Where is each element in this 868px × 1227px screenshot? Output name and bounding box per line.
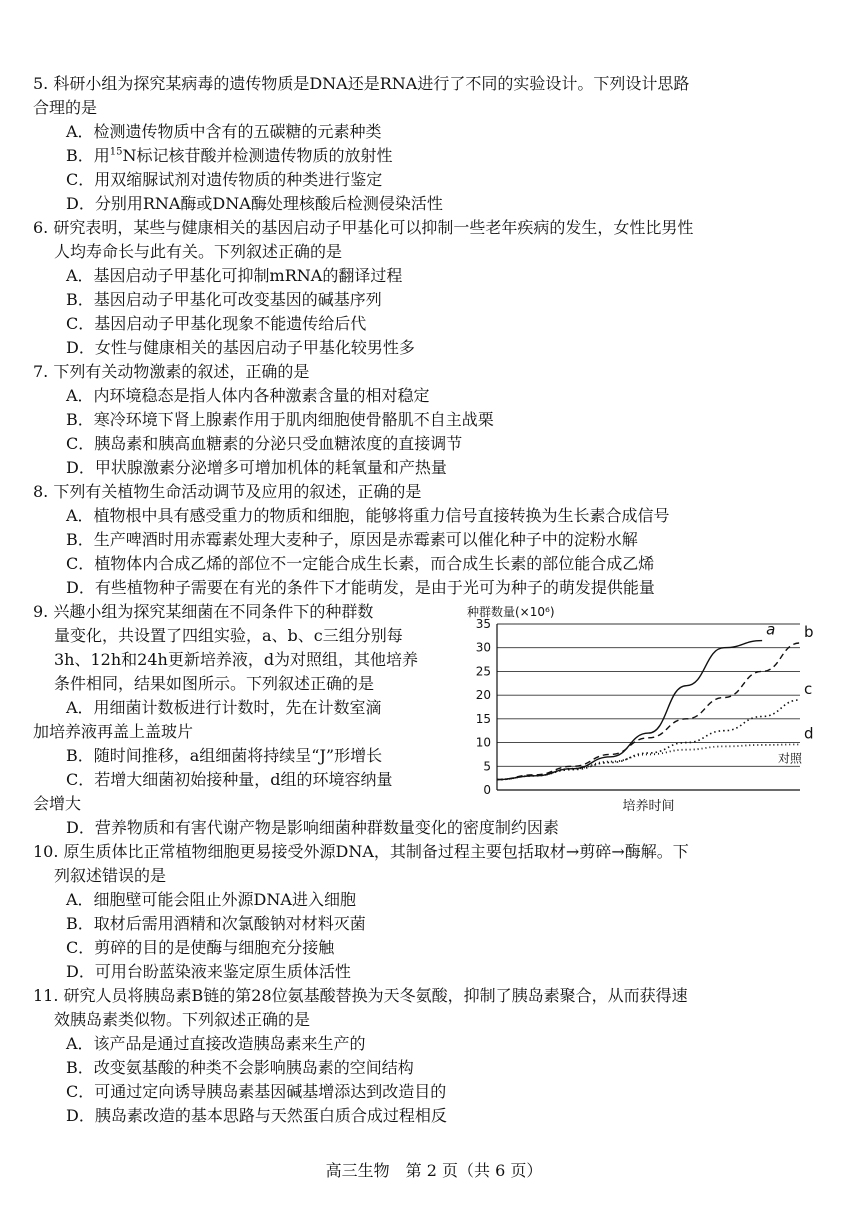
q11-option-b[interactable]: B．改变氨基酸的种类不会影响胰岛素的空间结构 xyxy=(66,1058,414,1077)
chart-yticks xyxy=(476,617,491,797)
chart-series xyxy=(497,641,800,780)
q5-option-b[interactable] xyxy=(66,144,818,168)
q9-stem-2: 量变化，共设置了四组实验，a、b、c三组分别每 xyxy=(54,626,403,645)
q10-option-c[interactable]: C．剪碎的目的是使酶与细胞充分接触 xyxy=(66,938,335,957)
q11-option-c[interactable]: C．可通过定向诱导胰岛素基因碱基增添达到改造目的 xyxy=(66,1082,447,1101)
q10-option-a[interactable]: A．细胞壁可能会阻止外源DNA进入细胞 xyxy=(66,890,356,909)
q10-option-b[interactable]: B．取材后需用酒精和次氯酸钠对材料灭菌 xyxy=(66,914,366,933)
q7-option-b[interactable]: B．寒冷环境下肾上腺素作用于肌肉细胞使骨骼肌不自主战栗 xyxy=(66,410,494,429)
q5-stem: 5. 科研小组为探究某病毒的遗传物质是DNA还是RNA进行了不同的实验设计。下列设计思路 xyxy=(33,74,690,93)
q9-option-a-cont: 加培养液再盖上盖玻片 xyxy=(33,722,194,741)
q7-option-d[interactable]: D．甲状腺激素分泌增多可增加机体的耗氧量和产热量 xyxy=(66,458,447,477)
q11-stem-cont: 效胰岛素类似物。下列叙述正确的是 xyxy=(54,1010,311,1029)
q10-stem-cont: 列叙述错误的是 xyxy=(54,866,167,885)
q6-option-a[interactable]: A．基因启动子甲基化可抑制mRNA的翻译过程 xyxy=(66,266,403,285)
q7-option-a[interactable]: A．内环境稳态是指人体内各种激素含量的相对稳定 xyxy=(66,386,430,405)
y-tick-label: 0 xyxy=(483,783,491,797)
q7-option-c[interactable]: C．胰岛素和胰高血糖素的分泌只受血糖浓度的直接调节 xyxy=(66,434,463,453)
q8-option-d[interactable]: D．有些植物种子需要在有光的条件下才能萌发，是由于光可为种子的萌发提供能量 xyxy=(66,578,655,597)
q9-option-c-cont: 会增大 xyxy=(33,794,82,813)
y-tick-label: 5 xyxy=(483,759,491,774)
series-label-b: b xyxy=(804,622,814,641)
y-tick-label: 35 xyxy=(475,617,491,631)
y-tick-label: 25 xyxy=(475,664,491,679)
q5-option-a[interactable]: A．检测遗传物质中含有的五碳糖的元素种类 xyxy=(66,122,382,141)
q11-option-a[interactable]: A．该产品是通过直接改造胰岛素来生产的 xyxy=(66,1034,366,1053)
q5-option-d[interactable]: D．分别用RNA酶或DNA酶处理核酸后检测侵染活性 xyxy=(66,194,443,213)
q9-option-b[interactable]: B．随时间推移，a组细菌将持续呈“J”形增长 xyxy=(66,746,383,765)
q9-option-c[interactable]: C．若增大细菌初始接种量，d组的环境容纳量 xyxy=(66,770,393,789)
q8-stem: 8. 下列有关植物生命活动调节及应用的叙述，正确的是 xyxy=(33,482,422,501)
series-label-d: d xyxy=(804,724,814,743)
q5-option-b-post: N标记核苷酸并检测遗传物质的放射性 xyxy=(122,146,393,165)
y-tick-label: 10 xyxy=(475,735,491,750)
y-tick-label: 15 xyxy=(475,711,491,726)
q9-stem-4: 条件相同，结果如图所示。下列叙述正确的是 xyxy=(54,674,375,693)
chart-series-labels xyxy=(766,621,813,743)
q5-option-b-sup: 15 xyxy=(109,146,123,158)
chart-ylabel: 种群数量(×10⁶) xyxy=(467,605,555,619)
q6-option-c[interactable]: C．基因启动子甲基化现象不能遗传给后代 xyxy=(66,314,367,333)
q9-stem-3: 3h、12h和24h更新培养液，d为对照组，其他培养 xyxy=(54,650,419,669)
y-tick-label: 20 xyxy=(475,688,491,703)
page-footer: 高三生物 第 2 页（共 6 页） xyxy=(325,1161,543,1180)
y-tick-label: 30 xyxy=(475,640,491,655)
chart-grid xyxy=(497,624,800,766)
q5-stem-cont: 合理的是 xyxy=(33,98,98,117)
q9-option-a[interactable]: A．用细菌计数板进行计数时，先在计数室滴 xyxy=(66,698,382,717)
q10-stem: 10. 原生质体比正常植物细胞更易接受外源DNA，其制备过程主要包括取材→剪碎→酶解。下 xyxy=(33,842,689,861)
q5-option-c[interactable]: C．用双缩脲试剂对遗传物质的种类进行鉴定 xyxy=(66,170,383,189)
q5-option-b-pre: B．用 xyxy=(66,146,110,165)
q11-stem: 11. 研究人员将胰岛素B链的第28位氨基酸替换为天冬氨酸，抑制了胰岛素聚合，从而获得速 xyxy=(33,986,688,1005)
q7-stem: 7. 下列有关动物激素的叙述，正确的是 xyxy=(33,362,310,381)
series-label-a: a xyxy=(766,620,776,639)
q8-option-b[interactable]: B．生产啤酒时用赤霉素处理大麦种子，原因是赤霉素可以催化种子中的淀粉水解 xyxy=(66,530,638,549)
q10-option-d[interactable]: D．可用台盼蓝染液来鉴定原生质体活性 xyxy=(66,962,351,981)
q8-option-a[interactable]: A．植物根中具有感受重力的物质和细胞，能够将重力信号直接转换为生长素合成信号 xyxy=(66,506,670,525)
population-chart xyxy=(455,604,815,814)
q6-option-b[interactable]: B．基因启动子甲基化可改变基因的碱基序列 xyxy=(66,290,382,309)
q6-stem: 6. 研究表明，某些与健康相关的基因启动子甲基化可以抑制一些老年疾病的发生，女性比男性 xyxy=(33,218,694,237)
chart-xlabel: 培养时间 xyxy=(622,799,675,814)
q11-option-d[interactable]: D．胰岛素改造的基本思路与天然蛋白质合成过程相反 xyxy=(66,1106,447,1125)
series-line-b xyxy=(497,643,800,780)
q8-option-c[interactable]: C．植物体内合成乙烯的部位不一定能合成生长素，而合成生长素的部位能合成乙烯 xyxy=(66,554,655,573)
series-line-a xyxy=(497,641,762,780)
q6-option-d[interactable]: D．女性与健康相关的基因启动子甲基化较男性多 xyxy=(66,338,415,357)
series-line-c xyxy=(497,700,800,780)
q9-stem: 9. 兴趣小组为探究某细菌在不同条件下的种群数 xyxy=(33,602,374,621)
q9-option-d[interactable]: D．营养物质和有害代谢产物是影响细菌种群数量变化的密度制约因素 xyxy=(66,818,559,837)
chart-annotation: 对照 xyxy=(778,751,803,766)
q6-stem-cont: 人均寿命长与此有关。下列叙述正确的是 xyxy=(54,242,343,261)
series-label-c: c xyxy=(804,679,813,698)
